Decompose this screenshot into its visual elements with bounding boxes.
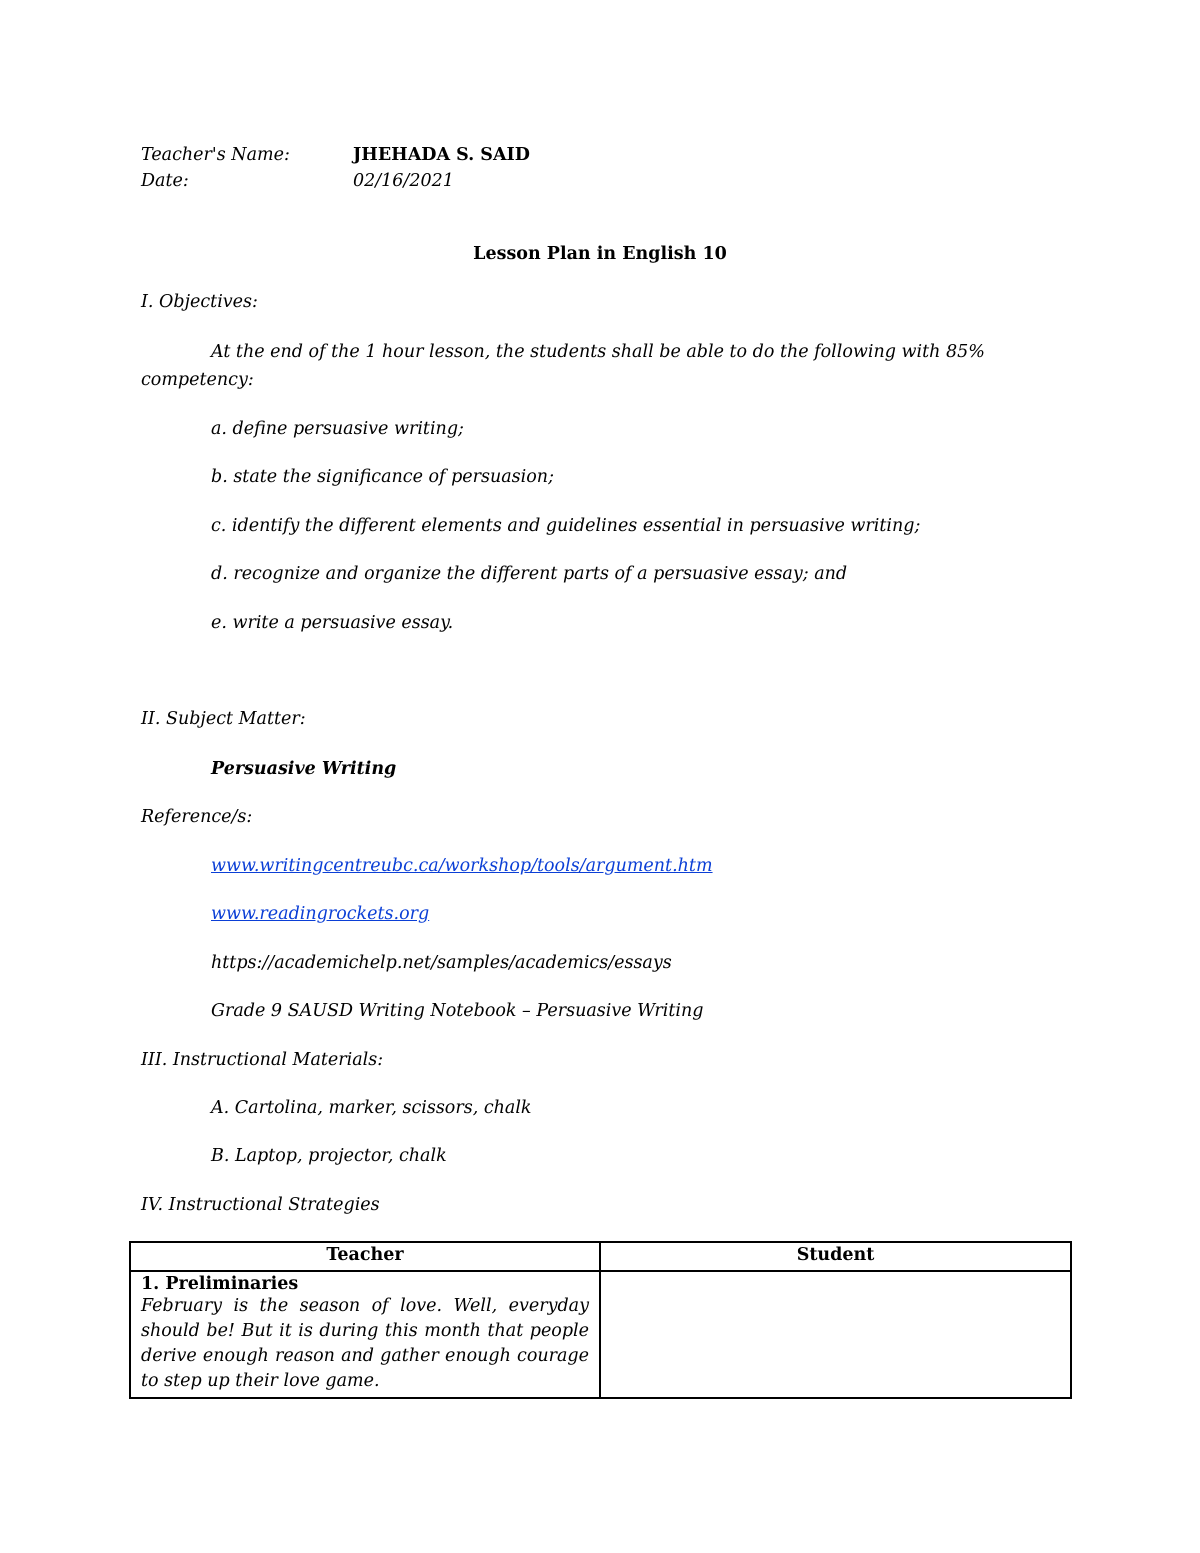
objective-item: c. identify the different elements and guidelines essential in persuasive writing;: [211, 516, 921, 536]
materials-heading: III. Instructional Materials:: [141, 1050, 384, 1070]
date-label: Date:: [141, 171, 189, 191]
strategies-heading: IV. Instructional Strategies: [141, 1195, 380, 1215]
date-value: 02/16/2021: [353, 171, 454, 191]
table-row: [130, 1271, 1071, 1398]
material-item: B. Laptop, projector, chalk: [211, 1146, 447, 1166]
page-title: Lesson Plan in English 10: [473, 244, 727, 264]
subject-matter-heading: II. Subject Matter:: [141, 709, 306, 729]
objectives-intro-line1: At the end of the 1 hour lesson, the students shall be able to do the following with 85%: [211, 342, 985, 362]
teacher-text: February is the season of love. Well, everyday should be! But it is during this month that people derive enough reason and gather enough courage to step up their love game.: [141, 1296, 589, 1391]
objectives-heading: I. Objectives:: [141, 292, 258, 312]
subject-topic: Persuasive Writing: [211, 759, 397, 779]
objective-item: e. write a persuasive essay.: [211, 613, 454, 633]
reference-sausd-notebook: Grade 9 SAUSD Writing Notebook – Persuasive Writing: [211, 1001, 704, 1021]
reference-link-readingrockets[interactable]: www.readingrockets.org: [211, 904, 430, 924]
table-header-row: [130, 1242, 1071, 1271]
objective-item: b. state the significance of persuasion;: [211, 467, 554, 487]
column-header-student: Student: [600, 1242, 1071, 1271]
teacher-name-value: JHEHADA S. SAID: [353, 145, 530, 165]
student-cell: [600, 1271, 1071, 1398]
step-title: 1. Preliminaries: [141, 1274, 299, 1294]
teacher-cell: [130, 1271, 600, 1398]
reference-link-writingcentre[interactable]: www.writingcentreubc.ca/workshop/tools/argument.htm: [211, 856, 713, 876]
strategies-table: [129, 1241, 1072, 1399]
objectives-intro-line2: competency:: [141, 370, 254, 390]
references-label: Reference/s:: [141, 807, 253, 827]
reference-academichelp: https://academichelp.net/samples/academics/essays: [211, 953, 672, 973]
column-header-teacher: Teacher: [130, 1242, 600, 1271]
objective-item: a. define persuasive writing;: [211, 419, 464, 439]
teacher-name-label: Teacher's Name:: [141, 145, 290, 165]
material-item: A. Cartolina, marker, scissors, chalk: [211, 1098, 532, 1118]
objective-item: d. recognize and organize the different parts of a persuasive essay; and: [211, 564, 848, 584]
